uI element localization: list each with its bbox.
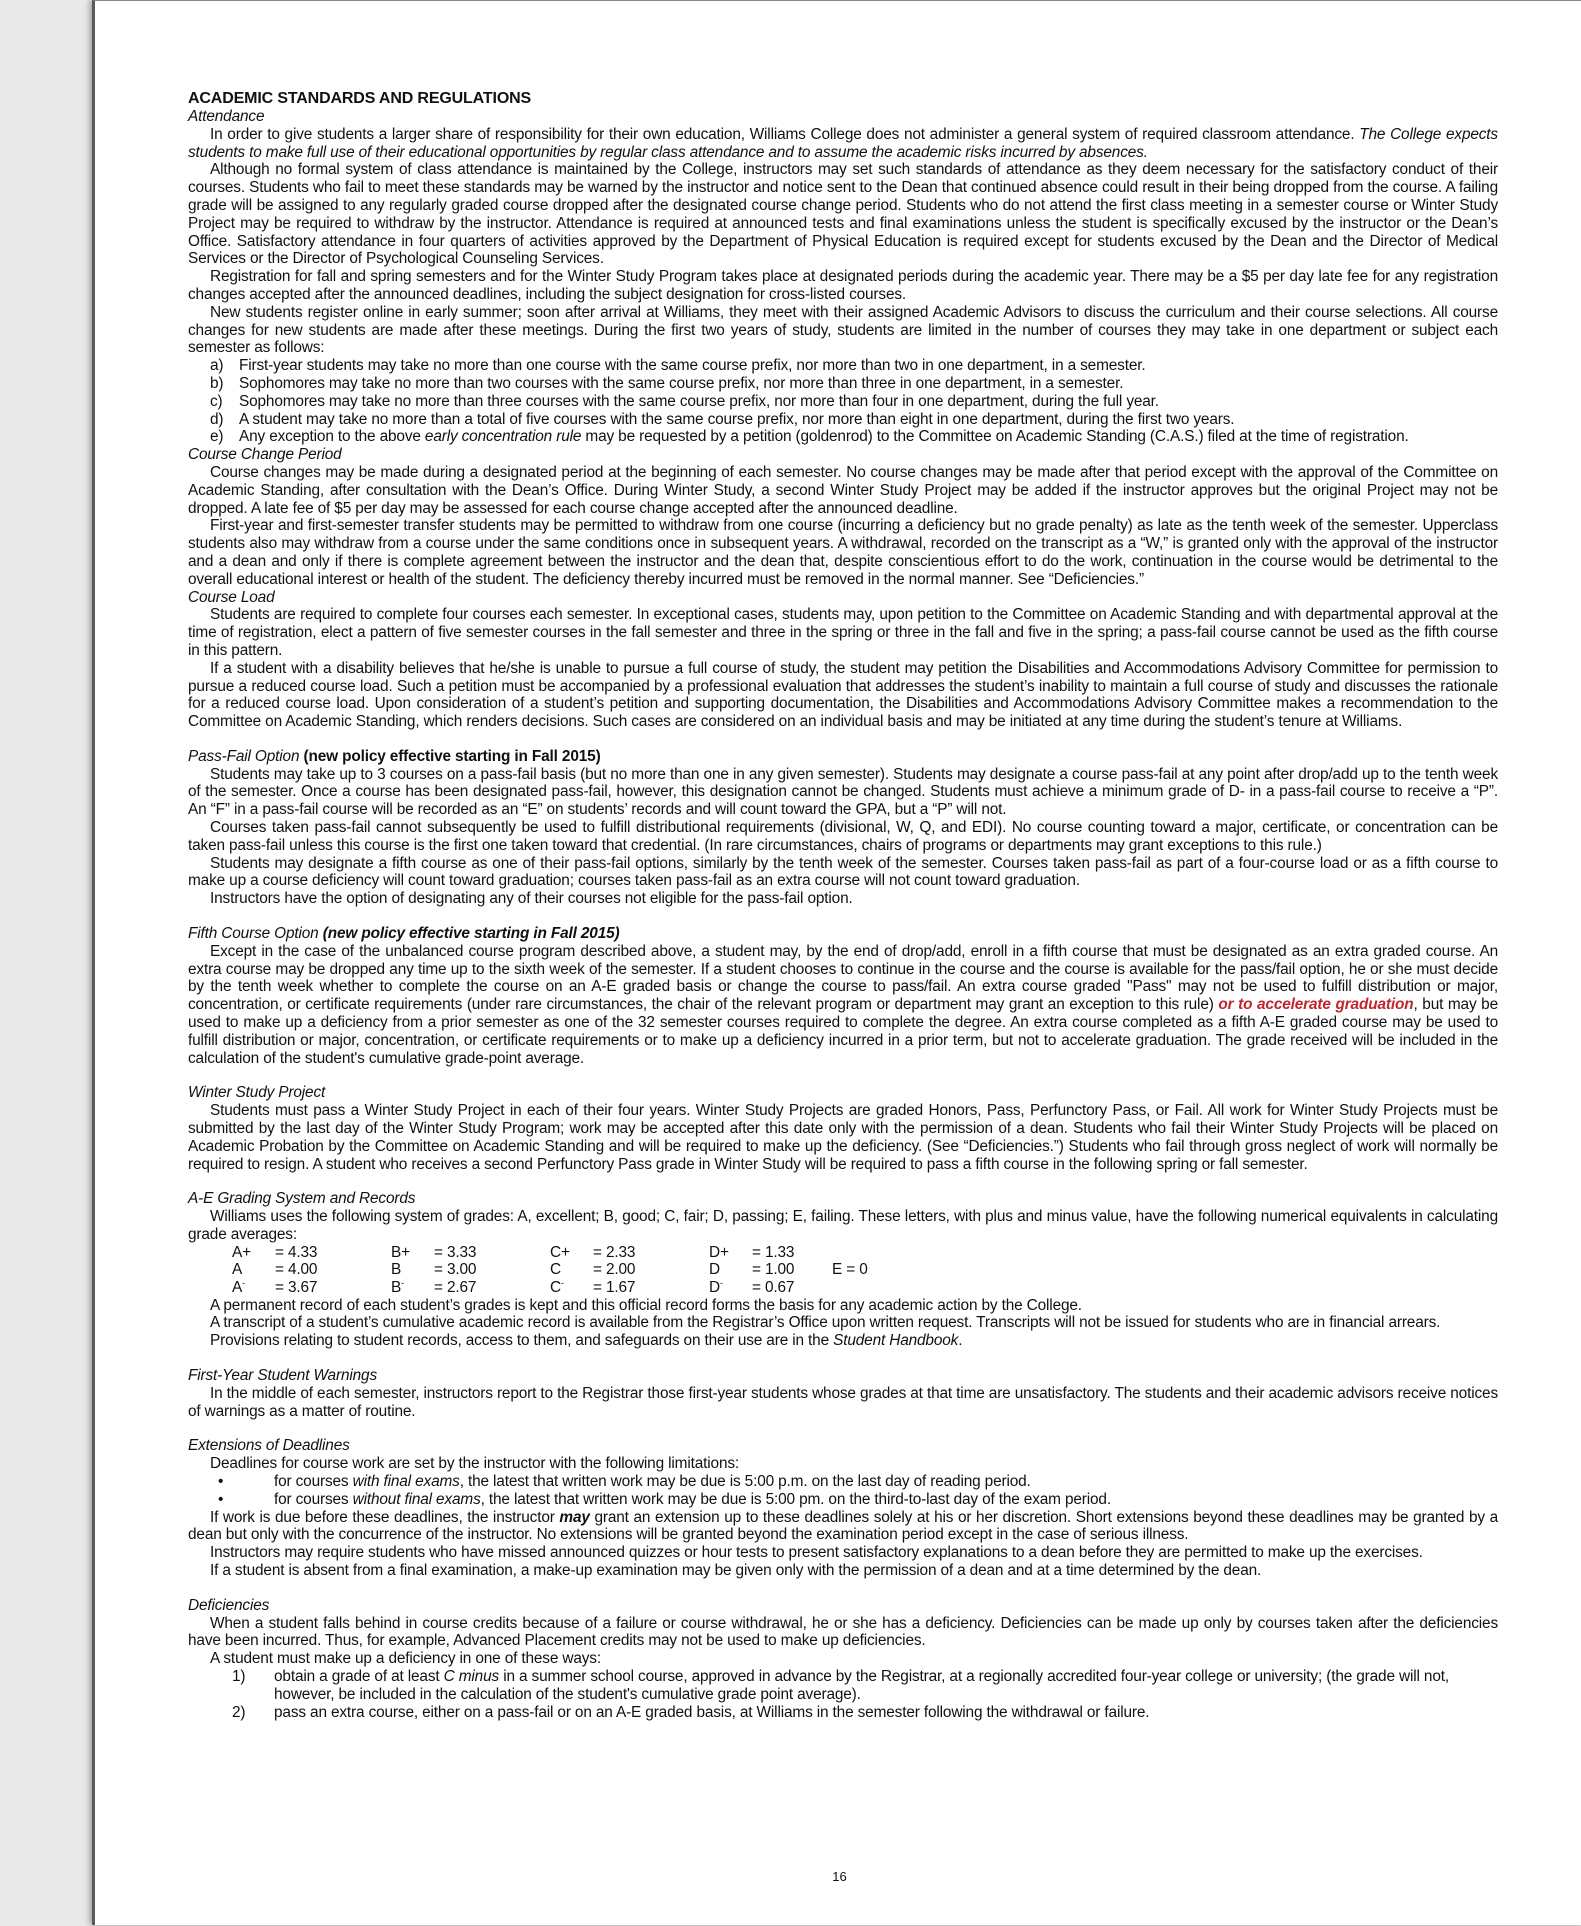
grade-value: = 3.00 <box>434 1261 477 1279</box>
grade-value: = 4.00 <box>275 1261 318 1279</box>
bullet-icon: • <box>218 1472 224 1490</box>
grade-value: = 2.33 <box>593 1243 636 1261</box>
grade-extra: E = 0 <box>832 1261 868 1279</box>
grade-letter: C <box>550 1279 561 1296</box>
extensions-p2-emphasis: may <box>559 1508 590 1526</box>
grade-letter: A+ <box>232 1243 251 1261</box>
list-marker: a) <box>210 357 224 375</box>
student-handbook-title: Student Handbook <box>833 1332 959 1350</box>
list-text: Sophomores may take no more than three courses with the same course prefix, nor more than four in one department, during the full year. <box>239 392 1159 410</box>
grade-letter: A <box>232 1261 243 1279</box>
list-text: pass an extra course, either on a pass-fail or on an A-E graded basis, at Williams in the semester following the withdrawal or failure. <box>274 1703 1150 1721</box>
grade-value: = 2.00 <box>593 1261 636 1279</box>
grade-letter: A <box>232 1279 243 1296</box>
grade-letter: B+ <box>391 1243 410 1261</box>
grade-letter: B <box>391 1261 402 1279</box>
list-marker: b) <box>210 374 224 392</box>
list-marker: 1) <box>232 1667 246 1685</box>
deficiencies-paragraph-1: When a student falls behind in course credits because of a failure or course withdrawal, he or she has a deficiency. Deficiencies can be made up only by courses taken after the deficiencies have been incurred. Thus, for example, Advanced Placement credits may not be used to make up deficiencies. <box>188 1614 1498 1650</box>
item-e-text-a: Any exception to the above <box>239 428 425 446</box>
list-item <box>210 1668 1498 1704</box>
grade-letter: C <box>550 1261 561 1279</box>
minus-sign: - <box>242 1277 245 1288</box>
page-title: ACADEMIC STANDARDS AND REGULATIONS <box>188 90 532 107</box>
bullet-icon: • <box>218 1490 224 1508</box>
list-marker: c) <box>210 392 223 410</box>
bullet-2-emphasis: without final exams <box>352 1490 481 1508</box>
pass-fail-heading-text: Pass-Fail Option <box>188 747 300 765</box>
grade-extra <box>832 1244 868 1262</box>
grade-value: = 0.67 <box>752 1279 795 1296</box>
minus-sign: - <box>401 1277 404 1288</box>
list-item <box>210 1473 1498 1491</box>
item-e-emphasis: early concentration rule <box>424 428 582 446</box>
list-text <box>239 428 1498 446</box>
list-item <box>210 1491 1498 1509</box>
list-marker: 2) <box>232 1703 246 1721</box>
warnings-heading: First-Year Student Warnings <box>188 1366 377 1384</box>
option-1-text-a: obtain a grade of at least <box>274 1667 444 1685</box>
course-load-heading: Course Load <box>188 588 275 606</box>
extensions-paragraph-2 <box>188 1509 1498 1545</box>
warnings-paragraph-1: In the middle of each semester, instructors report to the Registrar those first-year students whose grades at that time are unsatisfactory. The students and their academic advisors receive notices of warnings as a matter of routine. <box>188 1384 1498 1420</box>
list-text: A student may take no more than a total of five courses with the same course prefix, nor more than eight in one department, during the first two years. <box>239 410 1235 428</box>
deadline-limits-list <box>188 1473 1498 1509</box>
option-1-text-c: in a summer school course, approved in advance by the Registrar, at a regionally accredited four-year college or university; (the grade will not, however, be included in the calculation of the student's cumulative grade point average). <box>274 1667 1449 1703</box>
document-page <box>92 0 1581 1925</box>
attendance-p1-text: In order to give students a larger share of responsibility for their own education, Williams College does not administer a general system of required classroom attendance. <box>210 125 1360 143</box>
grade-value: = 1.00 <box>752 1261 795 1279</box>
minus-sign: - <box>560 1277 564 1288</box>
extensions-paragraph-4: If a student is absent from a final examination, a make-up examination may be given only with the permission of a dean and at a time determined by the dean. <box>210 1561 1262 1579</box>
list-text <box>274 1668 1498 1704</box>
grade-letter-minus <box>232 1279 275 1297</box>
course-change-paragraph-2: First-year and first-semester transfer students may be permitted to withdraw from one course (incurring a deficiency but no grade penalty) as late as the tenth week of the semester. Upperclass students also may withdraw from a course under the same conditions once in subsequent years. A withdrawal, recorded on the transcript as a “W,” is granted only with the approval of the instructor and a dean and only if there is complete agreement between the instructor and the dean that, despite conscientious effort to do the work, continuation in the course would be detrimental to the overall educational interest or health of the student. The deficiency thereby incurred must be removed in the normal manner. See “Deficiencies.” <box>188 517 1498 588</box>
extensions-paragraph-3: Instructors may require students who have missed announced quizzes or hour tests to present satisfactory explanations to a dean before they are permitted to make up the exercises. <box>210 1544 1423 1562</box>
bullet-2-text-a: for courses <box>274 1490 353 1508</box>
grading-paragraph-1: Williams uses the following system of grades: A, excellent; B, good; C, fair; D, passing; E, failing. These letters, with plus and minus value, have the following numerical equivalents in calculating grade averages: <box>188 1208 1498 1244</box>
list-marker: e) <box>210 428 224 446</box>
grade-letter-minus <box>709 1279 752 1297</box>
pass-fail-paragraph-4: Instructors have the option of designating any of their courses not eligible for the pass-fail option. <box>210 890 853 908</box>
deficiencies-heading: Deficiencies <box>188 1596 270 1614</box>
grade-value: = 1.67 <box>593 1279 636 1296</box>
grading-heading: A-E Grading System and Records <box>188 1190 416 1208</box>
item-e-text-c: may be requested by a petition (goldenrod) to the Committee on Academic Standing (C.A.S.) filed at the time of registration. <box>581 428 1409 446</box>
grade-equivalents-table <box>232 1244 868 1297</box>
fifth-course-highlight: or to accelerate graduation <box>1218 996 1414 1014</box>
page-content <box>188 89 1498 1721</box>
course-change-paragraph-1: Course changes may be made during a designated period at the beginning of each semester. No course changes may be made after that period except with the approval of the Committee on Academic Standing, after consultation with the Dean’s Office. During Winter Study, a second Winter Study Project may be added if the instructor approves but the original Project may not be dropped. A late fee of $5 per day may be assessed for each course change accepted after the announced deadline. <box>188 463 1498 517</box>
attendance-p1-emphasis: The College expects students to make full use of their educational opportunities by regular class attendance and to assume the academic risks incurred by absences. <box>188 125 1498 161</box>
course-load-paragraph-1: Students are required to complete four courses each semester. In exceptional cases, students may, upon petition to the Committee on Academic Standing and with departmental approval at the time of registration, elect a pattern of five semester courses in the fall semester and three in the spring or three in the fall and five in the spring; a pass-fail course cannot be used as the fifth course in this pattern. <box>188 606 1498 659</box>
option-1-emphasis: C minus <box>443 1667 500 1685</box>
pass-fail-heading <box>188 748 1498 766</box>
list-item <box>210 411 1498 429</box>
list-item <box>210 375 1498 393</box>
grade-letter: B <box>391 1279 402 1296</box>
grade-letter: D <box>709 1261 720 1279</box>
grade-value: = 3.67 <box>275 1279 318 1296</box>
attendance-paragraph-4: New students register online in early summer; soon after arrival at Williams, they meet with their assigned Academic Advisors to discuss the curriculum and their course selections. All course changes for new students are made after these meetings. During the first two years of study, students are limited in the number of courses they may take in one department or subject each semester as follows: <box>188 303 1498 357</box>
deficiency-options-list <box>188 1668 1498 1721</box>
bullet-1-text-a: for courses <box>274 1472 353 1490</box>
bullet-1-emphasis: with final exams <box>352 1472 460 1490</box>
list-item <box>210 1704 1498 1722</box>
bullet-2-text-c: , the latest that written work may be due is 5:00 pm. on the third-to-last day of the exam period. <box>480 1490 1111 1508</box>
extensions-heading: Extensions of Deadlines <box>188 1437 350 1455</box>
fifth-course-text-a: Except in the case of the unbalanced course program described above, a student may, by the end of drop/add, enroll in a fifth course that must be designated as an extra graded course. An extra course may be dropped any time up to the sixth week of the semester. If a student chooses to continue in the course and the course is available for the pass/fail option, he or she must decide by the tenth week whether to complete the course on an A-E graded basis or change the course to pass/fail. An extra course graded "Pass" may not be used to fulfill distribution or major, concentration, or certificate requirements (under rare circumstances, the chair of the relevant program or department may grant an exception to this rule) <box>188 942 1498 1014</box>
attendance-paragraph-1 <box>188 126 1498 162</box>
grade-letter-minus <box>550 1279 593 1297</box>
fifth-course-heading-text: Fifth Course Option <box>188 925 319 943</box>
fifth-course-paragraph-1 <box>188 943 1498 1068</box>
course-change-heading: Course Change Period <box>188 446 342 464</box>
attendance-paragraph-2: Although no formal system of class attendance is maintained by the College, instructors may set such standards of attendance as they deem necessary for the satisfactory conduct of their courses. Students who fail to meet these standards may be warned by the instructor and notice sent to the Dean that continued absence could result in their being dropped from the course. A failing grade will be assigned to any regularly graded course dropped after the designated course change period. Students who do not attend the first class meeting in a semester course or Winter Study Project may be required to withdraw by the instructor. Attendance is required at announced tests and final examinations unless the student is specifically excused by the instructor or the Dean’s Office. Satisfactory attendance in four quarters of activities approved by the Department of Physical Education is required except for students excused by the Dean and the Director of Medical Services or the Director of Psychological Counseling Services. <box>188 161 1498 268</box>
grade-value: = 4.33 <box>275 1243 318 1261</box>
pass-fail-paragraph-1: Students may take up to 3 courses on a pass-fail basis (but no more than one in any given semester). Students may designate a course pass-fail at any point after drop/add up to the tenth week of the semester. Once a course has been designated pass-fail, however, this designation cannot be changed. Students must achieve a minimum grade of D- in a pass-fail course to receive a “P”. An “F” in a pass-fail course will be recorded as an “E” on students’ records and will count toward the GPA, but a “P” will not. <box>188 765 1498 819</box>
grading-paragraph-3: A transcript of a student’s cumulative academic record is available from the Registrar’s Office upon written request. Transcripts will not be issued for students who are in financial arrears. <box>210 1314 1441 1332</box>
list-item <box>210 428 1498 446</box>
grading-paragraph-2: A permanent record of each student’s grades is kept and this official record forms the basis for any academic action by the College. <box>210 1296 1082 1314</box>
winter-study-heading: Winter Study Project <box>188 1084 326 1102</box>
grade-value: = 1.33 <box>752 1243 795 1261</box>
bullet-1-text-c: , the latest that written work may be due is 5:00 p.m. on the last day of reading period. <box>459 1472 1031 1490</box>
course-load-paragraph-2: If a student with a disability believes that he/she is unable to pursue a full course of study, the student may petition the Disabilities and Accommodations Advisory Committee for permission to pursue a reduced course load. Such a petition must be accompanied by a professional evaluation that addresses the student’s inability to maintain a full course of study and discusses the rationale for a reduced course load. Upon consideration of a student’s petition and supporting documentation, the Disabilities and Accommodations Advisory Committee makes a recommendation to the Committee on Academic Standing, which renders decisions. Such cases are considered on an individual basis and may be initiated at any time during the student’s tenure at Williams. <box>188 659 1498 731</box>
list-item <box>210 357 1498 375</box>
grade-letter-minus <box>391 1279 434 1297</box>
list-text <box>274 1473 1498 1491</box>
table-row <box>232 1279 868 1297</box>
grade-letter: D+ <box>709 1243 729 1261</box>
grading-p4-text-c: . <box>958 1332 963 1350</box>
fifth-course-heading-note: (new policy effective starting in Fall 2015) <box>322 925 620 943</box>
list-item <box>210 393 1498 411</box>
grade-letter: C+ <box>550 1243 570 1261</box>
page-number: 16 <box>832 1869 847 1884</box>
extensions-p2-text-a: If work is due before these deadlines, the instructor <box>210 1508 560 1526</box>
extensions-p2-text-c: grant an extension up to these deadlines solely at his or her discretion. Short extensions beyond these deadlines may be granted by a dean but only with the concurrence of the instructor. No extensions will be granted beyond the examination period except in the case of serious illness. <box>188 1508 1498 1544</box>
pass-fail-paragraph-2: Courses taken pass-fail cannot subsequently be used to fulfill distributional requirements (divisional, W, Q, and EDI). No course counting toward a major, certificate, or concentration can be taken pass-fail unless this course is the first one taken toward that credential. (In rare circumstances, chairs of programs or departments may grant exceptions to this rule.) <box>188 819 1498 854</box>
grading-p4-text-a: Provisions relating to student records, access to them, and safeguards on their use are in the <box>210 1332 834 1350</box>
list-text: First-year students may take no more than one course with the same course prefix, nor more than two in one department, in a semester. <box>239 357 1146 375</box>
grading-paragraph-4 <box>188 1332 1498 1350</box>
winter-study-paragraph-1: Students must pass a Winter Study Project in each of their four years. Winter Study Projects are graded Honors, Pass, Perfunctory Pass, or Fail. All work for Winter Study Projects must be submitted by the last day of the Winter Study Program; work may be accepted after this date only with the permission of a dean. Students who fail their Winter Study Projects will be placed on Academic Probation by the Committee on Academic Standing and will be required to make up the deficiency. (See “Deficiencies.”) Students who fail through gross neglect of work will normally be required to resign. A student who receives a second Perfunctory Pass grade in Winter Study will be required to pass a fifth course in the following spring or fall semester. <box>188 1102 1498 1173</box>
grade-letter: D <box>709 1279 720 1296</box>
extensions-paragraph-1: Deadlines for course work are set by the instructor with the following limitations: <box>210 1455 740 1473</box>
course-limits-list <box>188 357 1498 446</box>
minus-sign: - <box>719 1277 723 1288</box>
pass-fail-heading-note: (new policy effective starting in Fall 2015) <box>303 747 601 765</box>
attendance-heading: Attendance <box>188 108 265 125</box>
fifth-course-heading <box>188 925 1498 943</box>
grade-extra <box>832 1279 868 1297</box>
pass-fail-paragraph-3: Students may designate a fifth course as one of their pass-fail options, similarly by the tenth week of the semester. Courses taken pass-fail as part of a four-course load or as a fifth course to make up a course deficiency will count toward graduation; courses taken pass-fail as an extra course will not count toward graduation. <box>188 854 1498 890</box>
table-row <box>232 1244 868 1262</box>
list-marker: d) <box>210 410 224 428</box>
table-row <box>232 1261 868 1279</box>
grade-value: = 3.33 <box>434 1243 477 1261</box>
list-text <box>274 1491 1498 1509</box>
attendance-paragraph-3: Registration for fall and spring semesters and for the Winter Study Program takes place at designated periods during the academic year. There may be a $5 per day late fee for any registration changes accepted after the announced deadlines, including the subject designation for cross-listed courses. <box>188 268 1498 303</box>
fifth-course-text-c: , but may be used to make up a deficiency from a prior semester as one of the 32 semester courses required to complete the degree. An extra course completed as a fifth A-E graded course may be used to fulfill distribution or major, concentration, or certificate requirements or to make up a deficiency incurred in a prior term, but not to accelerate graduation. The grade received will be included in the calculation of the student's cumulative grade-point average. <box>188 996 1498 1067</box>
deficiencies-paragraph-2: A student must make up a deficiency in one of these ways: <box>210 1650 601 1668</box>
list-text: Sophomores may take no more than two courses with the same course prefix, nor more than three in one department, in a semester. <box>239 374 1124 392</box>
grade-value: = 2.67 <box>434 1279 477 1296</box>
